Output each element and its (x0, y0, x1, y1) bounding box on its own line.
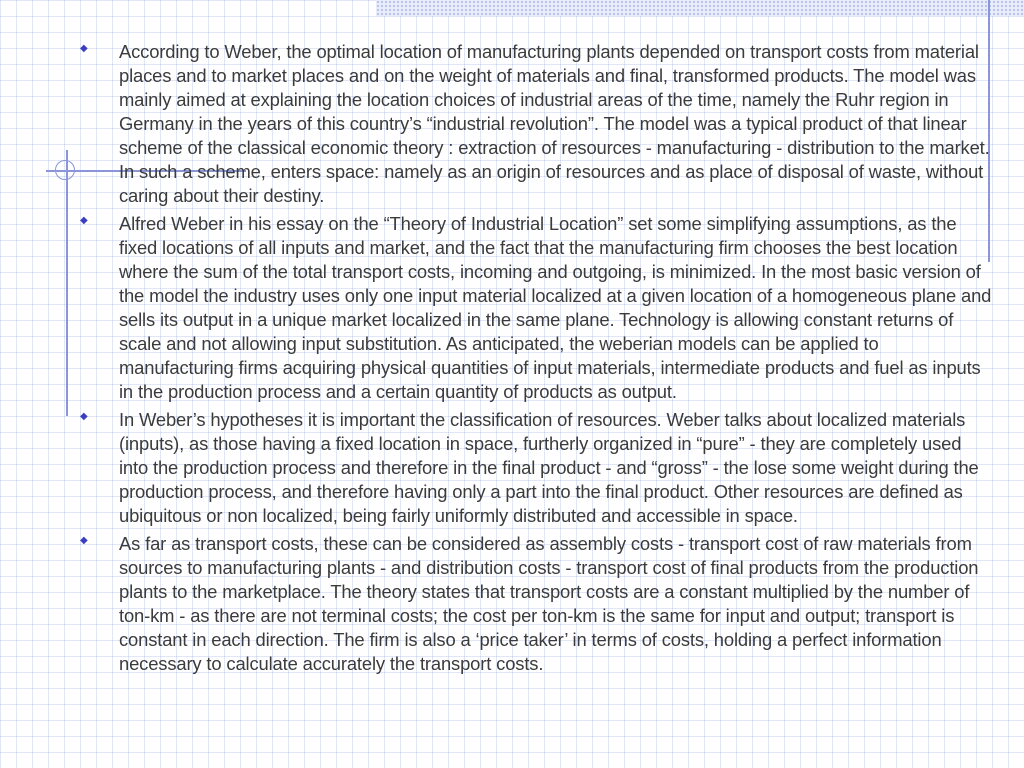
diamond-bullet-icon: ◆ (80, 411, 88, 422)
decorative-top-band (376, 0, 1024, 16)
bullet-item (80, 408, 992, 528)
diamond-bullet-icon: ◆ (80, 215, 88, 226)
diamond-bullet-icon: ◆ (80, 535, 88, 546)
bullet-text: According to Weber, the optimal location of manufacturing plants depended on transport costs from material places and to market places and on the weight of materials and final, transformed products. The model was mainly aimed at explaining the location choices of industrial areas of the time, namely the Ruhr region in Germany in the years of this country’s “industrial revolution”. The model was a typical product of that linear scheme of the classical economic theory : extraction of resources - manufacturing - distribution to the market. In such a scheme, enters space: namely as an origin of resources and as place of disposal of waste, without caring about their destiny. (119, 41, 990, 206)
decorative-ring-icon (55, 160, 75, 180)
bullet-text: Alfred Weber in his essay on the “Theory of Industrial Location” set some simplifying assumptions, as the fixed locations of all inputs and market, and the fact that the manufacturing firm chooses the best location where the sum of the total transport costs, incoming and outgoing, is minimized. In the most basic version of the model the industry uses only one input material localized at a given location of a homogeneous plane and sells its output in a unique market localized in the same plane. Technology is allowing constant returns of scale and not allowing input substitution. As anticipated, the weberian models can be applied to manufacturing firms acquiring physical quantities of input materials, intermediate products and fuel as inputs in the production process and a certain quantity of products as output. (119, 213, 992, 402)
bullet-item (80, 532, 992, 676)
bullet-text: In Weber’s hypotheses it is important the classification of resources. Weber talks about localized materials (inputs), as those having a fixed location in space, furtherly organized in “pure” - they are completely used into the production process and therefore in the final product - and “gross” - the lose some weight during the production process, and therefore having only a part into the final product. Other resources are defined as ubiquitous or non localized, being fairly uniformly distributed and accessible in space. (119, 409, 979, 526)
decorative-vertical-line-left (66, 150, 68, 416)
bullet-item (80, 40, 992, 208)
diamond-bullet-icon: ◆ (80, 43, 88, 54)
slide-content (80, 40, 992, 676)
bullet-item (80, 212, 992, 404)
bullet-text: As far as transport costs, these can be considered as assembly costs - transport cost of raw materials from sources to manufacturing plants - and distribution costs - transport cost of final products from the production plants to the marketplace. The theory states that transport costs are a constant multiplied by the number of ton-km - as there are not terminal costs; the cost per ton-km is the same for input and output; transport is constant in each direction. The firm is also a ‘price taker’ in terms of costs, holding a perfect information necessary to calculate accurately the transport costs. (119, 533, 979, 674)
